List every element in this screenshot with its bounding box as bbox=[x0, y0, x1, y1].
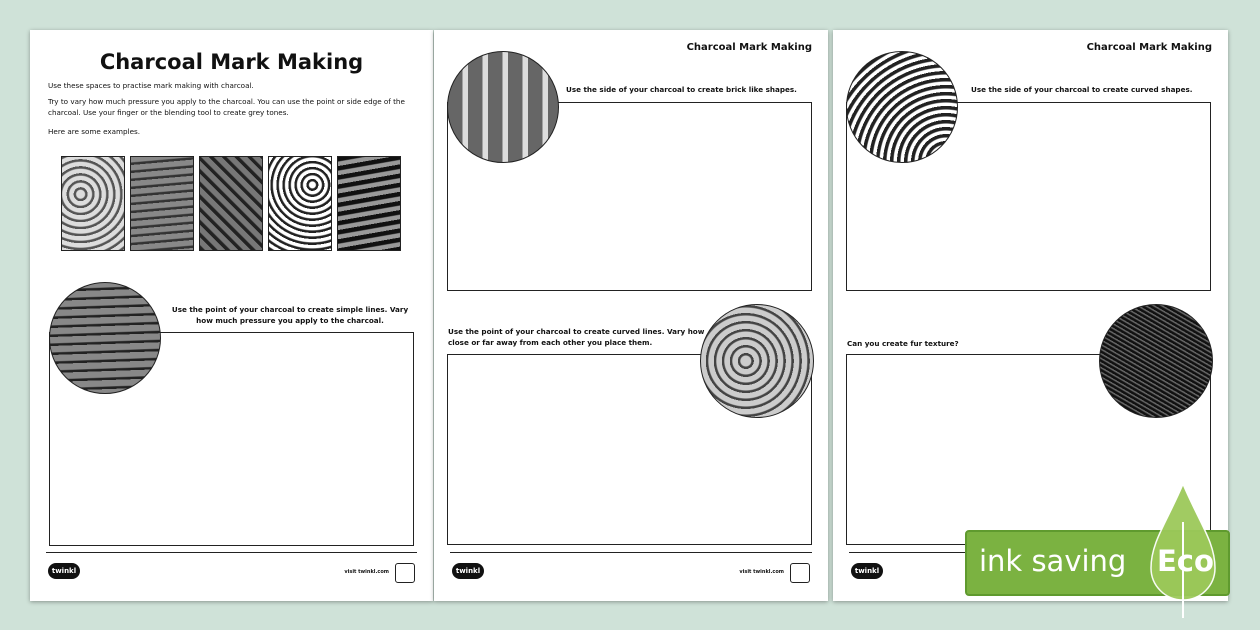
examples-label: Here are some examples. bbox=[48, 127, 141, 136]
worksheet-page-1 bbox=[30, 30, 433, 601]
task-text-1: Use the side of your charcoal to create curved shapes. bbox=[971, 85, 1193, 94]
page-header: Charcoal Mark Making bbox=[1086, 42, 1212, 53]
footer-divider bbox=[46, 552, 417, 553]
example-circle-curves bbox=[700, 304, 814, 418]
eco-label: Eco bbox=[1157, 544, 1214, 578]
page-header: Charcoal Mark Making bbox=[686, 42, 812, 53]
page-title: Charcoal Mark Making bbox=[99, 50, 364, 74]
ink-saving-eco-badge bbox=[965, 530, 1230, 596]
example-texture-crosshatch bbox=[199, 156, 263, 251]
example-texture-stripes bbox=[337, 156, 401, 251]
twinkl-logo: twinkl bbox=[48, 563, 80, 579]
example-circle-curved-shapes bbox=[846, 51, 958, 163]
visit-text: visit twinkl.com bbox=[344, 569, 389, 575]
ink-saving-label: ink saving bbox=[979, 544, 1127, 578]
task-text-1: Use the side of your charcoal to create brick like shapes. bbox=[566, 85, 797, 94]
task-text-2: Can you create fur texture? bbox=[847, 339, 959, 348]
instructions-text: Try to vary how much pressure you apply to the charcoal. You can use the point or side edge of the charcoal. Use your finger or the blending tool to create grey tones. bbox=[48, 97, 405, 117]
visit-text: visit twinkl.com bbox=[739, 569, 784, 575]
example-texture-lines bbox=[130, 156, 194, 251]
twinkl-logo: twinkl bbox=[851, 563, 883, 579]
example-circle-bricks bbox=[447, 51, 559, 163]
footer-divider bbox=[450, 552, 812, 553]
intro-text: Use these spaces to practise mark making with charcoal. bbox=[48, 81, 254, 90]
example-circle-lines bbox=[49, 282, 161, 394]
example-texture-circles bbox=[268, 156, 332, 251]
quality-badge-icon bbox=[395, 563, 415, 583]
quality-badge-icon bbox=[790, 563, 810, 583]
twinkl-logo: twinkl bbox=[452, 563, 484, 579]
task-text-2: Use the point of your charcoal to create curved lines. Vary how close or far away from each other you place them. bbox=[448, 327, 705, 347]
worksheet-page-2 bbox=[434, 30, 828, 601]
example-texture-swirl bbox=[61, 156, 125, 251]
example-circle-fur bbox=[1099, 304, 1213, 418]
task-text: Use the point of your charcoal to create simple lines. Vary how much pressure you apply to the charcoal. bbox=[171, 305, 409, 325]
